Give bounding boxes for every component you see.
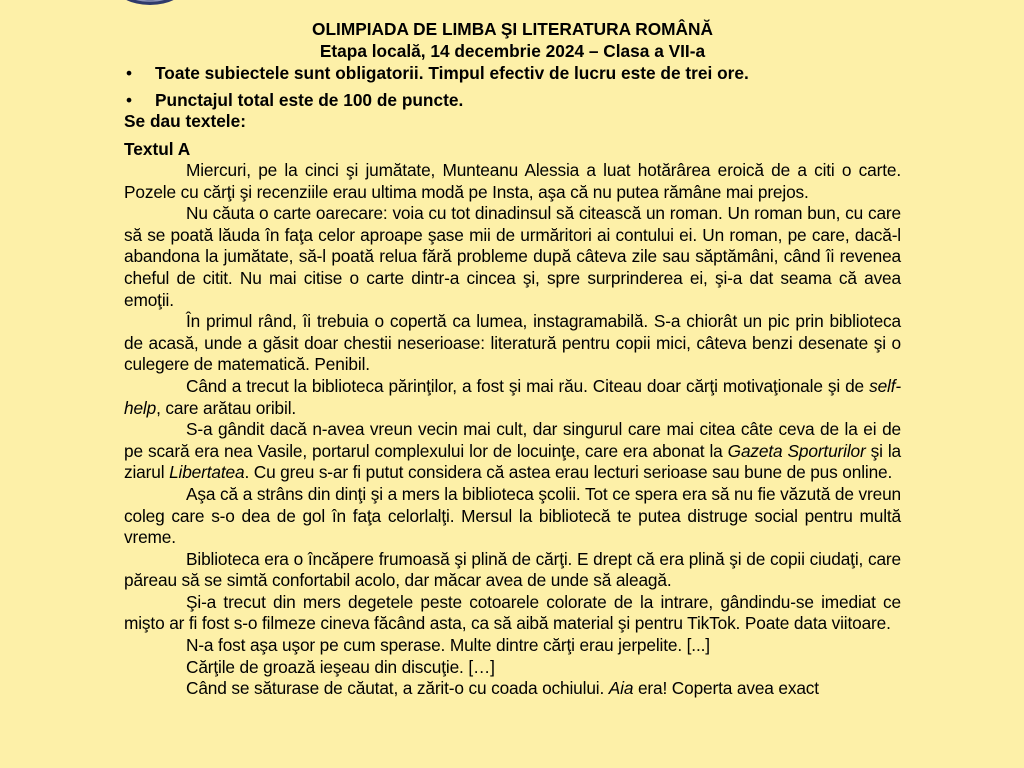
document-page — [124, 18, 901, 700]
rule-item — [124, 89, 901, 111]
paragraph-text: Când a trecut la biblioteca părinţilor, a fost şi mai rău. Citeau doar cărţi motivaţionale şi de — [186, 375, 870, 396]
paragraph-text: . Cu greu s-ar fi putut considera că astea erau lecturi serioase sau bune de pus online. — [244, 462, 893, 483]
paragraph-text: N-a fost aşa uşor pe cum sperase. Multe dintre cărţi erau jerpelite. [...] — [186, 635, 710, 656]
paragraph — [124, 311, 901, 376]
italic-word: Aia — [608, 678, 634, 699]
paragraph — [124, 376, 901, 419]
paragraph — [124, 419, 901, 484]
italic-term: self-help — [124, 375, 901, 418]
rule-text: Punctajul total este de 100 de puncte. — [155, 90, 464, 110]
paragraph — [124, 203, 901, 311]
paragraph-text: şi la ziarul — [124, 440, 901, 483]
rule-item — [124, 62, 901, 84]
paragraph-text: Aşa că a strâns din dinţi şi a mers la biblioteca şcolii. Tot ce spera era să nu fie văzută de vreun coleg care s-o dea de gol în faţa celorlalţi. Mersul la bibliotecă te putea distruge social pentru multă vreme. — [124, 483, 901, 548]
document-subtitle: Etapa locală, 14 decembrie 2024 – Clasa a VII-a — [319, 41, 706, 61]
bullet-icon: • — [126, 90, 133, 110]
italic-title: Libertatea — [169, 462, 245, 483]
paragraph-text: În primul rând, îi trebuia o copertă ca lumea, instagramabilă. S-a chiorât un pic prin biblioteca de acasă, unde a găsit doar chestii neserioase: literatură pentru copii mici, câteva benzi desenate şi o culegere de matematică. Penibil. — [124, 311, 901, 375]
paragraph-text: era! Coperta avea exact — [633, 678, 819, 699]
paragraph — [124, 484, 901, 549]
paragraph-text: Miercuri, pe la cinci şi jumătate, Munteanu Alessia a luat hotărârea eroică de a citi o carte. Pozele cu cărţi şi recenziile erau ultima modă pe Insta, aşa că nu putea rămâne mai prejos. — [124, 160, 901, 202]
italic-title: Gazeta Sporturilor — [727, 440, 866, 461]
paragraph — [124, 635, 901, 657]
text-heading: Textul A — [124, 139, 191, 159]
paragraph — [124, 160, 901, 203]
intro-heading: Se dau textele: — [124, 111, 246, 131]
paragraph-text: S-a gândit dacă n-avea vreun vecin mai cult, dar singurul care mai citea câte ceva de la ei de pe scară era nea Vasile, portarul complexului lor de locuinţe, care era abonat la — [124, 419, 901, 461]
paragraph-text: Când se săturase de căutat, a zărit-o cu coada ochiului. — [186, 678, 609, 699]
paragraph-text: , care arătau oribil. — [156, 397, 297, 418]
paragraph-text: Biblioteca era o încăpere frumoasă şi plină de cărţi. E drept că era plină şi de copii ciudaţi, care păreau să se simtă confortabil acolo, dar măcar avea de unde să aleagă. — [124, 548, 901, 591]
bullet-icon: • — [126, 63, 133, 83]
rule-text: Toate subiectele sunt obligatorii. Timpul efectiv de lucru este de trei ore. — [155, 63, 749, 83]
document-title: OLIMPIADA DE LIMBA ŞI LITERATURA ROMÂNĂ — [312, 19, 713, 39]
paragraph-text: Şi-a trecut din mers degetele peste cotoarele colorate de la intrare, gândindu-se imediat ce mişto ar fi fost s-o filmeze cineva făcând asta, ca să aibă material şi pentru TikTok. Poate data viitoare. — [124, 591, 901, 634]
paragraph-text: Cărţile de groază ieşeau din discuţie. […] — [186, 656, 495, 677]
paragraph — [124, 678, 901, 700]
paragraph — [124, 657, 901, 679]
paragraph — [124, 549, 901, 592]
rules-list — [124, 62, 901, 111]
school-logo-icon — [113, 0, 187, 6]
paragraph-text: Nu căuta o carte oarecare: voia cu tot dinadinsul să citească un roman. Un roman bun, cu care să se poată lăuda în faţa celor aproape şase mii de urmăritori ai contului ei. Un roman, pe care, dacă-l abandona la jumătate, să-l poată relua fără probleme după câteva zile sau săptămâni, când îi revenea cheful de citit. Nu mai citise o carte dintr-a cincea şi, spre surprinderea ei, şi-a dat seama că avea emoţii. — [124, 203, 901, 310]
paragraph — [124, 592, 901, 635]
